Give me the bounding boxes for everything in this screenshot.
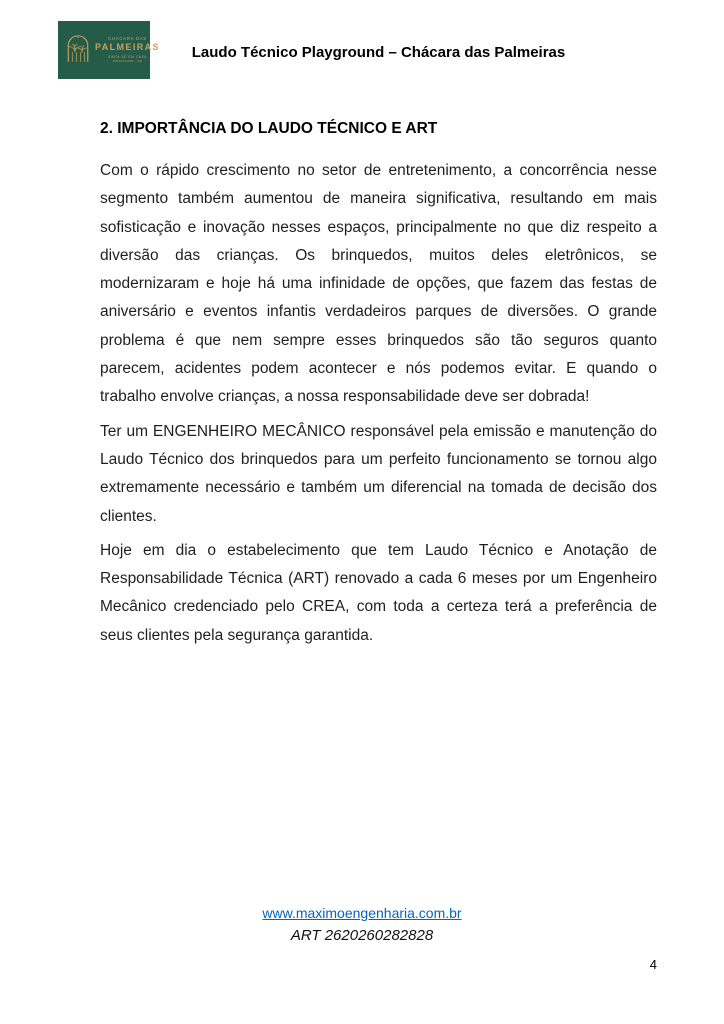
palm-arch-icon (65, 32, 91, 69)
logo-brand-top: CHÁCARA DAS (108, 36, 147, 41)
website-link[interactable]: www.maximoengenharia.com.br (262, 905, 462, 921)
section-heading: 2. IMPORTÂNCIA DO LAUDO TÉCNICO E ART (100, 120, 438, 137)
page-number: 4 (649, 957, 657, 972)
logo-city: PIRACICABA - SP (112, 59, 143, 64)
body-paragraph: Com o rápido crescimento no setor de entretenimento, a concorrência nesse segmento também aumentou de maneira significativa, resultando em mais sofisticação e inovação nesses espaços, principalmente no que diz respeito a diversão das crianças. Os brinquedos, muitos deles eletrônicos, se modernizaram e hoje há uma infinidade de opções, que fazem das festas de aniversário e eventos infantis verdadeiros parques de diversões. O grande problema é que nem sempre esses brinquedos são tão seguros quanto parecem, acidentes podem acontecer e nós podemos evitar. E quando o trabalho envolve crianças, a nossa responsabilidade deve ser dobrada! (100, 162, 657, 406)
art-number: ART 2620260282828 (290, 927, 434, 944)
body-paragraph: Hoje em dia o estabelecimento que tem Laudo Técnico e Anotação de Responsabilidade Técnica (ART) renovado a cada 6 meses por um Engenheiro Mecânico credenciado pelo CREA, com toda a certeza terá a preferência de seus clientes pela segurança garantida. (100, 541, 657, 644)
document-body (100, 115, 657, 656)
logo-tagline: SINTA-SE EM CASA (107, 54, 147, 59)
page-footer (0, 905, 724, 944)
header-title: Laudo Técnico Playground – Chácara das Palmeiras (191, 44, 566, 61)
logo-brand-name: PALMEIRAS (95, 41, 160, 52)
body-paragraph: Ter um ENGENHEIRO MECÂNICO responsável pela emissão e manutenção do Laudo Técnico dos brinquedos para um perfeito funcionamento se tornou algo extremamente necessário e também um diferencial na tomada de decisão dos clientes. (100, 422, 657, 525)
